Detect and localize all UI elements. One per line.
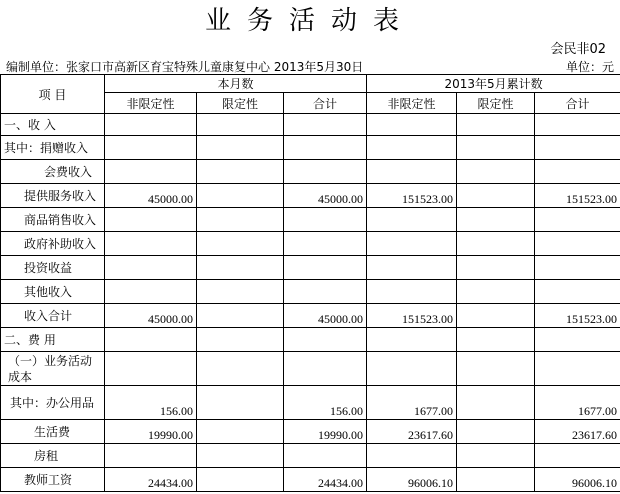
value-cell: 23617.60 [535,420,620,444]
value-cell [457,328,535,352]
row-label: 其中：捐赠收入 [1,136,105,160]
value-cell: 1677.00 [367,386,457,420]
value-cell [105,232,197,256]
value-cell [457,280,535,304]
value-cell [367,136,457,160]
value-cell [197,184,284,208]
header-sub: 限定性 [197,93,284,114]
table-row [1,280,620,304]
value-cell [197,468,284,492]
row-label: （一）业务活动成本 [1,352,105,386]
value-cell [457,136,535,160]
row-label: 其他收入 [1,280,105,304]
row-label: 商品销售收入 [1,208,105,232]
value-cell [367,232,457,256]
row-label: 房租 [1,444,105,468]
header-item: 项 目 [1,75,105,114]
form-code: 会民非02 [550,42,606,57]
value-cell: 45000.00 [105,184,197,208]
value-cell: 156.00 [105,386,197,420]
value-cell [105,328,197,352]
value-cell [197,114,284,136]
table-body [1,75,620,492]
value-cell [535,328,620,352]
value-cell [197,256,284,280]
value-cell [284,256,367,280]
value-cell [197,208,284,232]
table-row [1,208,620,232]
value-cell [535,160,620,184]
value-cell: 96006.10 [367,468,457,492]
value-cell [284,444,367,468]
value-cell [284,352,367,386]
value-cell [535,232,620,256]
table-row [1,328,620,352]
value-cell [105,256,197,280]
value-cell [457,256,535,280]
value-cell [105,280,197,304]
value-cell [457,184,535,208]
value-cell [284,232,367,256]
table-row [1,386,620,420]
value-cell [105,208,197,232]
value-cell [535,352,620,386]
value-cell [105,444,197,468]
value-cell [197,280,284,304]
value-cell: 24434.00 [284,468,367,492]
value-cell: 151523.00 [367,304,457,328]
compiling-unit: 编制单位：张家口市高新区育宝特殊儿童康复中心 2013年5月30日 [6,60,364,74]
header-sub: 非限定性 [105,93,197,114]
header-sub: 非限定性 [367,93,457,114]
value-cell [105,114,197,136]
value-cell [197,352,284,386]
value-cell [197,328,284,352]
value-cell [457,114,535,136]
value-cell [367,208,457,232]
value-cell [105,136,197,160]
value-cell [535,114,620,136]
value-cell [457,304,535,328]
activity-table [0,74,620,492]
value-cell [535,444,620,468]
value-cell [105,352,197,386]
value-cell [367,352,457,386]
table-row [1,160,620,184]
table-row [1,420,620,444]
value-cell: 23617.60 [367,420,457,444]
value-cell [367,114,457,136]
table-row [1,444,620,468]
value-cell [457,420,535,444]
value-cell [457,468,535,492]
table-row [1,304,620,328]
value-cell [105,160,197,184]
row-label: 投资收益 [1,256,105,280]
value-cell [535,280,620,304]
header-sub: 限定性 [457,93,535,114]
value-cell [197,160,284,184]
currency-unit: 单位：元 [565,60,614,74]
row-label: 政府补助收入 [1,232,105,256]
value-cell [284,280,367,304]
value-cell [457,208,535,232]
value-cell [535,208,620,232]
row-label: 教师工资 [1,468,105,492]
value-cell: 151523.00 [535,184,620,208]
value-cell [197,420,284,444]
row-label: 一、收 入 [1,114,105,136]
value-cell [367,160,457,184]
value-cell [535,136,620,160]
report-title: 业务活动表 [204,6,415,36]
value-cell [367,256,457,280]
row-label: 提供服务收入 [1,184,105,208]
value-cell: 151523.00 [535,304,620,328]
value-cell [197,232,284,256]
value-cell [284,136,367,160]
value-cell: 45000.00 [284,304,367,328]
value-cell [197,386,284,420]
row-label: 其中：办公用品 [1,386,105,420]
value-cell [367,328,457,352]
value-cell: 19990.00 [105,420,197,444]
value-cell [367,280,457,304]
value-cell [197,444,284,468]
row-label: 二、费 用 [1,328,105,352]
table-row [1,468,620,492]
value-cell: 1677.00 [535,386,620,420]
value-cell [284,160,367,184]
value-cell [367,444,457,468]
value-cell: 156.00 [284,386,367,420]
value-cell [457,386,535,420]
table-row [1,256,620,280]
value-cell [535,256,620,280]
header-sub: 合计 [535,93,620,114]
value-cell [457,444,535,468]
value-cell: 45000.00 [284,184,367,208]
header-cumulative: 2013年5月累计数 [367,75,620,93]
value-cell: 19990.00 [284,420,367,444]
value-cell: 45000.00 [105,304,197,328]
value-cell: 24434.00 [105,468,197,492]
header-sub: 合计 [284,93,367,114]
value-cell [457,160,535,184]
value-cell [284,328,367,352]
value-cell [457,352,535,386]
header-current-month: 本月数 [105,75,367,93]
header-row-1 [1,75,620,93]
row-label: 生活费 [1,420,105,444]
table-row [1,114,620,136]
value-cell: 151523.00 [367,184,457,208]
value-cell [457,232,535,256]
table-row [1,352,620,386]
value-cell: 96006.10 [535,468,620,492]
table-row [1,184,620,208]
value-cell [197,304,284,328]
table-row [1,136,620,160]
table-row [1,232,620,256]
row-label: 会费收入 [1,160,105,184]
value-cell [284,208,367,232]
value-cell [284,114,367,136]
value-cell [197,136,284,160]
row-label: 收入合计 [1,304,105,328]
